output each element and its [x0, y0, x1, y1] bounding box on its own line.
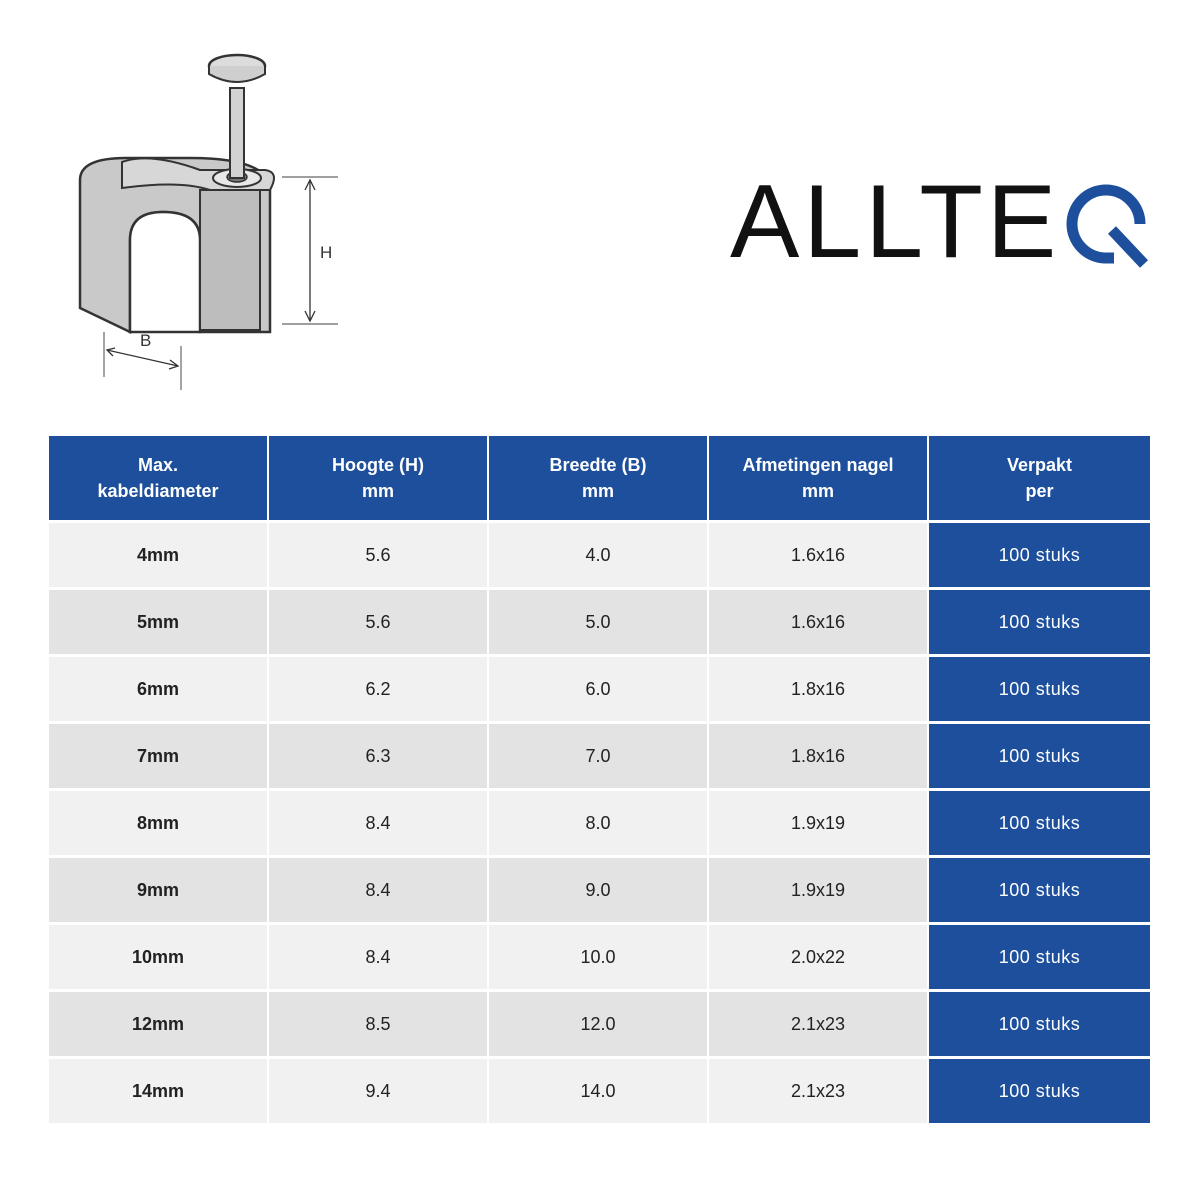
header-packed-per: Verpakt per [929, 436, 1150, 523]
cell-nail-size: 1.6x16 [709, 590, 929, 657]
q-letter-logo-icon [1062, 180, 1150, 268]
cell-height: 8.4 [269, 791, 489, 858]
specification-table [49, 436, 1150, 1126]
header-width: Breedte (B) mm [489, 436, 709, 523]
table-row [49, 858, 1150, 925]
cell-height: 5.6 [269, 523, 489, 590]
height-dimension-label: H [320, 243, 333, 262]
cell-pack-quantity: 100 stuks [929, 992, 1150, 1059]
table-row [49, 724, 1150, 791]
table-row [49, 657, 1150, 724]
width-dimension-label: B [140, 331, 152, 350]
cell-nail-size: 1.6x16 [709, 523, 929, 590]
header-height: Hoogte (H) mm [269, 436, 489, 523]
table-row [49, 590, 1150, 657]
cable-clip-diagram [60, 40, 360, 400]
cell-nail-size: 1.9x19 [709, 858, 929, 925]
brand-name: ALLTE [730, 164, 1061, 280]
cell-width: 10.0 [489, 925, 709, 992]
cell-height: 8.4 [269, 858, 489, 925]
table-row [49, 523, 1150, 590]
cell-height: 9.4 [269, 1059, 489, 1126]
cell-height: 6.3 [269, 724, 489, 791]
cell-width: 5.0 [489, 590, 709, 657]
cell-width: 14.0 [489, 1059, 709, 1126]
cell-height: 8.4 [269, 925, 489, 992]
cell-cable-diameter: 7mm [49, 724, 269, 791]
table-row [49, 925, 1150, 992]
cell-nail-size: 2.0x22 [709, 925, 929, 992]
cell-cable-diameter: 9mm [49, 858, 269, 925]
cell-height: 8.5 [269, 992, 489, 1059]
cell-cable-diameter: 10mm [49, 925, 269, 992]
cell-pack-quantity: 100 stuks [929, 925, 1150, 992]
table-row [49, 791, 1150, 858]
header-max-cable-diameter: Max. kabeldiameter [49, 436, 269, 523]
table-row [49, 1059, 1150, 1126]
cell-cable-diameter: 4mm [49, 523, 269, 590]
cell-cable-diameter: 5mm [49, 590, 269, 657]
cell-cable-diameter: 6mm [49, 657, 269, 724]
cell-height: 5.6 [269, 590, 489, 657]
cell-pack-quantity: 100 stuks [929, 791, 1150, 858]
cell-pack-quantity: 100 stuks [929, 590, 1150, 657]
cell-nail-size: 1.8x16 [709, 724, 929, 791]
table-header-row [49, 436, 1150, 523]
cell-height: 6.2 [269, 657, 489, 724]
cell-pack-quantity: 100 stuks [929, 724, 1150, 791]
cell-width: 9.0 [489, 858, 709, 925]
cell-pack-quantity: 100 stuks [929, 523, 1150, 590]
cell-pack-quantity: 100 stuks [929, 858, 1150, 925]
cell-cable-diameter: 8mm [49, 791, 269, 858]
cell-nail-size: 2.1x23 [709, 1059, 929, 1126]
cell-width: 8.0 [489, 791, 709, 858]
cell-width: 7.0 [489, 724, 709, 791]
cell-width: 4.0 [489, 523, 709, 590]
cell-cable-diameter: 12mm [49, 992, 269, 1059]
cell-nail-size: 1.8x16 [709, 657, 929, 724]
cell-width: 6.0 [489, 657, 709, 724]
cell-nail-size: 1.9x19 [709, 791, 929, 858]
brand-logo [730, 164, 1170, 280]
cell-cable-diameter: 14mm [49, 1059, 269, 1126]
cable-clip-drawing [60, 40, 360, 400]
header-nail-dimensions: Afmetingen nagel mm [709, 436, 929, 523]
cell-pack-quantity: 100 stuks [929, 1059, 1150, 1126]
cell-width: 12.0 [489, 992, 709, 1059]
cell-nail-size: 2.1x23 [709, 992, 929, 1059]
table-row [49, 992, 1150, 1059]
cell-pack-quantity: 100 stuks [929, 657, 1150, 724]
